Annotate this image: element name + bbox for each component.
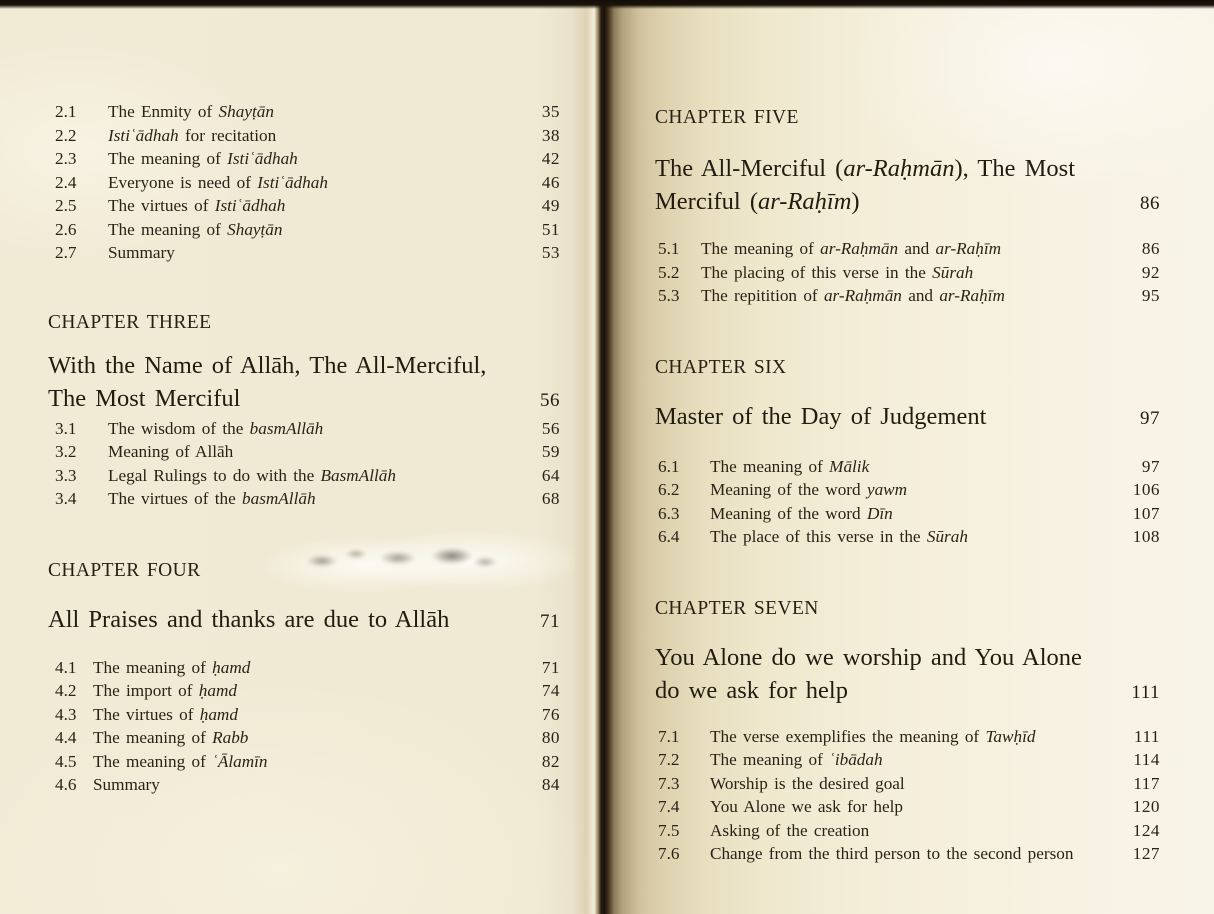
toc-entry-text-segment: Asking of the creation bbox=[710, 820, 870, 840]
toc-entry-text-segment: Meaning of Allāh bbox=[108, 442, 234, 461]
toc-entry-title bbox=[710, 795, 903, 819]
toc-entry-page: 92 bbox=[1141, 262, 1160, 282]
toc-entry-page: 80 bbox=[541, 728, 560, 747]
toc-section bbox=[655, 356, 1160, 549]
toc-entry-page: 111 bbox=[1133, 726, 1160, 746]
toc-entry-page: 106 bbox=[1132, 480, 1160, 499]
transliterated-term: Istiʿādhah bbox=[257, 172, 328, 192]
toc-entry-text-segment: The meaning of bbox=[710, 750, 830, 769]
toc-entry-page: 95 bbox=[1141, 286, 1160, 305]
toc-entry-text-segment: The repitition of bbox=[701, 286, 824, 305]
toc-entry bbox=[48, 679, 560, 703]
toc-entry bbox=[655, 842, 1160, 866]
toc-entry-title bbox=[710, 502, 893, 526]
toc-entry bbox=[48, 100, 560, 124]
toc-entry-text-segment: and bbox=[901, 286, 940, 305]
toc-entry-title bbox=[108, 417, 323, 441]
toc-entry-number: 2.6 bbox=[55, 219, 77, 239]
toc-entry-page: 127 bbox=[1132, 844, 1160, 863]
toc-entry bbox=[48, 773, 560, 797]
toc-entry-title bbox=[93, 679, 237, 703]
toc-entry-title bbox=[710, 772, 905, 796]
transliterated-term: Dīn bbox=[866, 503, 893, 523]
toc-section bbox=[48, 100, 560, 265]
scan-smudge bbox=[265, 525, 575, 605]
left-page bbox=[48, 100, 560, 797]
transliterated-term: ar-Raḥīm bbox=[939, 286, 1005, 305]
title-text-segment: ), The Most bbox=[954, 155, 1076, 182]
toc-entries bbox=[48, 656, 560, 797]
toc-entry-text-segment: The virtues of the bbox=[108, 489, 243, 508]
title-text-segment: All Praises and thanks are due to Allāh bbox=[48, 605, 450, 633]
transliterated-term: Mālik bbox=[829, 456, 870, 476]
title-text-segment: The Most Merciful bbox=[48, 384, 241, 412]
chapter-title bbox=[655, 400, 1160, 435]
toc-entry-title bbox=[710, 748, 883, 772]
chapter-title bbox=[48, 349, 560, 417]
toc-entry-page: 35 bbox=[541, 102, 560, 121]
chapter-title-line bbox=[655, 641, 1160, 674]
title-text-segment: The All-Merciful ( bbox=[655, 155, 844, 182]
toc-entry bbox=[655, 748, 1160, 772]
toc-entry-page: 59 bbox=[541, 442, 560, 461]
transliterated-term: ar-Raḥīm bbox=[758, 188, 852, 215]
toc-entry-text-segment: The wisdom of the bbox=[108, 418, 250, 438]
toc-entry-text-segment: The place of this verse in the bbox=[710, 527, 927, 546]
chapter-page-number: 56 bbox=[540, 389, 560, 411]
toc-entry bbox=[48, 241, 560, 265]
toc-section bbox=[655, 597, 1160, 866]
toc-entry bbox=[655, 261, 1160, 285]
transliterated-term: ḥamd bbox=[198, 681, 237, 700]
toc-entry-title bbox=[93, 773, 160, 797]
toc-entry-text-segment: Meaning of the word bbox=[710, 503, 867, 523]
transliterated-term: ʿĀlamīn bbox=[212, 751, 268, 771]
toc-entry bbox=[655, 502, 1160, 526]
transliterated-term: Shayṭān bbox=[218, 102, 274, 121]
toc-entry-text-segment: The meaning of bbox=[701, 239, 821, 258]
transliterated-term: Shayṭān bbox=[227, 219, 283, 239]
toc-entry-number: 7.1 bbox=[658, 726, 680, 746]
toc-entry-text-segment: The virtues of bbox=[108, 196, 215, 215]
toc-entry-title bbox=[108, 464, 396, 488]
toc-entry-text-segment: The meaning of bbox=[108, 219, 228, 239]
transliterated-term: Sūrah bbox=[926, 527, 968, 546]
toc-entry-number: 6.2 bbox=[658, 480, 680, 499]
toc-entry-page: 114 bbox=[1133, 750, 1160, 769]
chapter-title bbox=[655, 641, 1160, 709]
toc-entry-page: 53 bbox=[541, 243, 560, 262]
bleed-through-marks bbox=[300, 541, 500, 581]
toc-entry-text-segment: Summary bbox=[108, 243, 175, 262]
title-text-segment: You Alone do we worship and You Alone bbox=[655, 643, 1082, 671]
toc-entry-number: 4.3 bbox=[55, 704, 77, 724]
toc-entry bbox=[48, 726, 560, 750]
transliterated-term: Rabb bbox=[212, 728, 249, 747]
toc-entry bbox=[48, 218, 560, 242]
toc-entry-page: 117 bbox=[1133, 773, 1160, 793]
toc-entry bbox=[655, 525, 1160, 549]
toc-entry bbox=[655, 284, 1160, 308]
toc-entry-title bbox=[108, 218, 283, 242]
chapter-title bbox=[655, 152, 1160, 220]
toc-entry-title bbox=[701, 284, 1005, 308]
chapter-title-line bbox=[48, 382, 560, 417]
chapter-title-text bbox=[655, 185, 860, 218]
toc-entry-title bbox=[710, 819, 869, 843]
toc-entry-page: 56 bbox=[541, 418, 560, 438]
toc-entry-text-segment: Change from the third person to the second person bbox=[710, 844, 1074, 863]
toc-entries bbox=[48, 417, 560, 511]
toc-entry-text-segment: The Enmity of bbox=[108, 102, 219, 121]
toc-entry bbox=[48, 417, 560, 441]
toc-entry bbox=[655, 795, 1160, 819]
chapter-page-number: 97 bbox=[1140, 407, 1160, 429]
transliterated-term: ʿibādah bbox=[829, 750, 883, 769]
chapter-title-line bbox=[655, 185, 1160, 220]
title-text-segment: With the Name of Allāh, The All-Merciful, bbox=[48, 351, 487, 379]
toc-entry bbox=[48, 194, 560, 218]
toc-entry-number: 6.3 bbox=[658, 503, 680, 523]
toc-entry-title bbox=[108, 171, 328, 195]
toc-entry-number: 6.1 bbox=[658, 456, 680, 476]
toc-entry-text-segment: The verse exemplifies the meaning of bbox=[710, 726, 986, 746]
chapter-title-text bbox=[655, 152, 1075, 185]
toc-entry-title bbox=[701, 237, 1001, 261]
toc-entry-text-segment: The meaning of bbox=[710, 456, 830, 476]
chapter-title bbox=[48, 603, 560, 638]
transliterated-term: ar-Raḥmān bbox=[843, 155, 955, 182]
toc-entry bbox=[655, 455, 1160, 479]
toc-entry-page: 46 bbox=[541, 172, 560, 192]
toc-entry-text-segment: The virtues of bbox=[93, 704, 200, 724]
toc-entry-text-segment: You Alone we ask for help bbox=[710, 797, 904, 816]
title-text-segment: Merciful ( bbox=[655, 188, 758, 215]
chapter-page-number: 71 bbox=[540, 610, 560, 632]
toc-entry-page: 71 bbox=[541, 657, 560, 677]
toc-entry bbox=[655, 819, 1160, 843]
toc-entry-page: 107 bbox=[1132, 503, 1160, 523]
toc-entry-title bbox=[710, 842, 1074, 866]
toc-entry-page: 64 bbox=[541, 465, 560, 485]
toc-entry bbox=[48, 124, 560, 148]
chapter-heading: CHAPTER FOUR bbox=[48, 559, 201, 581]
toc-entry-text-segment: The meaning of bbox=[108, 149, 228, 168]
toc-entry-text-segment: The meaning of bbox=[93, 728, 213, 747]
toc-entry-text-segment: for recitation bbox=[178, 125, 277, 145]
toc-entry-number: 2.2 bbox=[55, 125, 77, 145]
toc-entry bbox=[48, 656, 560, 680]
toc-entry bbox=[48, 147, 560, 171]
toc-entry-title bbox=[710, 478, 907, 502]
toc-entry-number: 4.5 bbox=[55, 751, 77, 771]
toc-entry-number: 3.2 bbox=[55, 442, 77, 461]
toc-entry-number: 4.4 bbox=[55, 728, 77, 747]
toc-entry-title bbox=[93, 750, 268, 774]
toc-entry-page: 97 bbox=[1141, 456, 1160, 476]
toc-entry-text-segment: Legal Rulings to do with the bbox=[108, 465, 321, 485]
toc-entry-page: 108 bbox=[1132, 527, 1160, 546]
transliterated-term: ar-Raḥmān bbox=[820, 239, 899, 258]
transliterated-term: basmAllāh bbox=[249, 418, 324, 438]
chapter-title-line bbox=[655, 152, 1160, 185]
toc-entry bbox=[48, 487, 560, 511]
toc-entry-page: 84 bbox=[541, 775, 560, 794]
transliterated-term: Sūrah bbox=[932, 262, 974, 282]
toc-entry-number: 5.3 bbox=[658, 286, 680, 305]
toc-entry bbox=[655, 478, 1160, 502]
toc-entry-text-segment: The meaning of bbox=[93, 751, 213, 771]
scan-edge-top bbox=[0, 0, 1214, 9]
toc-entries bbox=[655, 237, 1160, 308]
toc-entry-title bbox=[108, 241, 175, 265]
chapter-title-text bbox=[655, 400, 986, 433]
toc-entry-page: 38 bbox=[541, 125, 560, 145]
chapter-title-line bbox=[655, 400, 1160, 435]
transliterated-term: ḥamd bbox=[199, 704, 238, 724]
toc-entry-number: 3.1 bbox=[55, 418, 77, 438]
toc-entry bbox=[48, 703, 560, 727]
toc-entry-number: 3.3 bbox=[55, 465, 77, 485]
toc-entry bbox=[655, 725, 1160, 749]
chapter-title-line bbox=[48, 349, 560, 382]
toc-entry-number: 4.6 bbox=[55, 775, 77, 794]
toc-entry-title bbox=[710, 725, 1035, 749]
toc-entry-page: 82 bbox=[541, 751, 560, 771]
toc-entry bbox=[48, 440, 560, 464]
toc-entry-title bbox=[93, 656, 250, 680]
toc-entry-title bbox=[93, 726, 248, 750]
toc-entry-title bbox=[108, 440, 233, 464]
transliterated-term: yawm bbox=[866, 480, 908, 499]
toc-entry-number: 2.4 bbox=[55, 172, 77, 192]
toc-entry-number: 2.3 bbox=[55, 149, 77, 168]
toc-entry-text-segment: The meaning of bbox=[93, 657, 213, 677]
toc-entry-title bbox=[710, 525, 968, 549]
toc-entry-text-segment: Meaning of the word bbox=[710, 480, 867, 499]
transliterated-term: Tawḥīd bbox=[985, 726, 1036, 746]
transliterated-term: basmAllāh bbox=[242, 489, 316, 508]
toc-entry bbox=[48, 464, 560, 488]
toc-entry-number: 7.5 bbox=[658, 820, 680, 840]
chapter-page-number: 111 bbox=[1131, 681, 1160, 703]
toc-entry-page: 42 bbox=[541, 149, 560, 168]
toc-entry-number: 5.2 bbox=[658, 262, 680, 282]
toc-entry-page: 68 bbox=[541, 489, 560, 508]
chapter-title-text bbox=[48, 603, 449, 636]
chapter-title-line bbox=[655, 674, 1160, 709]
transliterated-term: ḥamd bbox=[212, 657, 251, 677]
toc-entry-title bbox=[710, 455, 869, 479]
transliterated-term: Istiʿādhah bbox=[214, 196, 286, 215]
title-text-segment: Master of the Day of Judgement bbox=[655, 402, 987, 430]
chapter-heading: CHAPTER SEVEN bbox=[655, 597, 819, 619]
toc-entry-number: 7.3 bbox=[658, 773, 680, 793]
chapter-title-text bbox=[655, 641, 1082, 674]
toc-entry-text-segment: Worship is the desired goal bbox=[710, 773, 905, 793]
toc-entry-page: 120 bbox=[1132, 797, 1160, 816]
toc-entry-number: 2.1 bbox=[55, 102, 77, 121]
toc-entry-title bbox=[108, 124, 276, 148]
toc-entry-number: 3.4 bbox=[55, 489, 77, 508]
toc-entry-text-segment: Everyone is need of bbox=[108, 172, 258, 192]
transliterated-term: BasmAllāh bbox=[320, 465, 396, 485]
chapter-title-text bbox=[48, 382, 240, 415]
toc-entry-title bbox=[108, 487, 316, 511]
toc-entry-number: 4.2 bbox=[55, 681, 77, 700]
toc-entry-text-segment: The placing of this verse in the bbox=[701, 262, 933, 282]
toc-entry-number: 5.1 bbox=[658, 239, 680, 258]
toc-entry-number: 2.5 bbox=[55, 196, 77, 215]
toc-entry bbox=[655, 772, 1160, 796]
toc-entry-text-segment: The import of bbox=[93, 681, 199, 700]
toc-entry-page: 86 bbox=[1141, 239, 1160, 258]
chapter-heading: CHAPTER THREE bbox=[48, 311, 212, 333]
toc-entry-page: 76 bbox=[541, 704, 560, 724]
toc-entry-number: 7.6 bbox=[658, 844, 680, 863]
toc-entry-page: 51 bbox=[541, 219, 560, 239]
toc-entry bbox=[655, 237, 1160, 261]
transliterated-term: Istiʿādhah bbox=[108, 125, 179, 145]
toc-entries bbox=[48, 100, 560, 265]
toc-entry bbox=[48, 750, 560, 774]
toc-entry-title bbox=[108, 100, 274, 124]
toc-entry-page: 74 bbox=[541, 681, 560, 700]
toc-entry-page: 49 bbox=[541, 196, 560, 215]
title-text-segment: do we ask for help bbox=[655, 676, 848, 704]
chapter-title-text bbox=[48, 349, 486, 382]
toc-entry-title bbox=[108, 194, 285, 218]
chapter-heading: CHAPTER FIVE bbox=[655, 107, 799, 128]
transliterated-term: ar-Raḥīm bbox=[935, 239, 1002, 258]
toc-entry bbox=[48, 171, 560, 195]
toc-entry-number: 7.4 bbox=[658, 797, 680, 816]
transliterated-term: Istiʿādhah bbox=[227, 149, 298, 168]
transliterated-term: ar-Raḥmān bbox=[823, 286, 902, 305]
toc-entries bbox=[655, 455, 1160, 549]
toc-entry-number: 6.4 bbox=[658, 527, 680, 546]
toc-entry-number: 4.1 bbox=[55, 657, 77, 677]
toc-entry-number: 2.7 bbox=[55, 243, 77, 262]
chapter-title-text bbox=[655, 674, 848, 707]
chapter-heading: CHAPTER SIX bbox=[655, 356, 787, 378]
toc-entry-title bbox=[701, 261, 973, 285]
title-text-segment: ) bbox=[851, 188, 860, 215]
toc-entry-page: 124 bbox=[1132, 820, 1160, 840]
toc-section bbox=[655, 106, 1160, 308]
chapter-page-number: 86 bbox=[1140, 193, 1160, 214]
toc-entry-title bbox=[108, 147, 298, 171]
toc-entry-text-segment: Summary bbox=[93, 775, 160, 794]
right-page bbox=[655, 106, 1160, 866]
toc-section bbox=[48, 311, 560, 511]
toc-entry-title bbox=[93, 703, 238, 727]
chapter-title-line bbox=[48, 603, 560, 638]
toc-entries bbox=[655, 725, 1160, 866]
toc-entry-text-segment: and bbox=[898, 239, 936, 258]
toc-entry-number: 7.2 bbox=[658, 750, 680, 769]
